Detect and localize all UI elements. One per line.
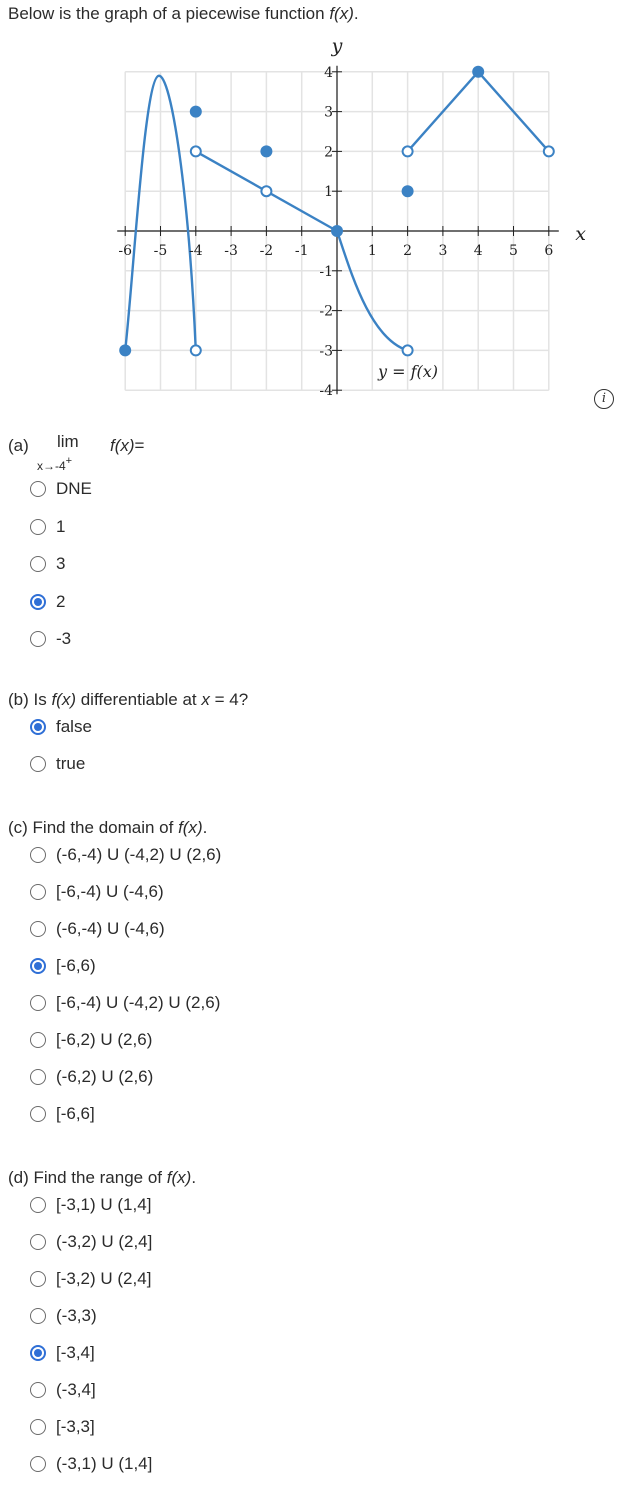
- radio-button[interactable]: [30, 884, 46, 900]
- x-tick-label: 5: [509, 243, 518, 259]
- part-b-fx: f(x): [51, 690, 76, 709]
- y-axis-label: y: [331, 35, 343, 57]
- x-tick-label: 2: [403, 243, 413, 259]
- closed-point: [119, 344, 131, 356]
- part-d-option[interactable]: [30, 1195, 151, 1215]
- part-b-x: x: [201, 690, 210, 709]
- option-label: [-3,2) U (2,4]: [56, 1269, 152, 1288]
- radio-button[interactable]: [30, 1032, 46, 1048]
- part-b-prefix: (b) Is: [8, 690, 52, 709]
- radio-button[interactable]: [30, 1234, 46, 1250]
- option-label: [-3,1) U (1,4]: [56, 1195, 152, 1214]
- part-d-fx: f(x): [166, 1168, 192, 1187]
- part-c-option[interactable]: [30, 993, 220, 1013]
- radio-button[interactable]: [30, 594, 46, 610]
- limit-fx: f(x): [110, 436, 135, 455]
- part-c-question: [8, 818, 207, 838]
- x-tick-label: -3: [224, 243, 238, 259]
- y-tick-label: 4: [324, 64, 333, 81]
- x-tick-label: 4: [473, 243, 483, 259]
- part-b-middle: differentiable at: [76, 690, 202, 709]
- radio-button[interactable]: [30, 1069, 46, 1085]
- closed-point: [402, 185, 414, 197]
- option-label: (-3,4]: [56, 1380, 96, 1399]
- radio-button[interactable]: [30, 958, 46, 974]
- radio-button[interactable]: [30, 756, 46, 772]
- part-a-option[interactable]: [30, 592, 65, 612]
- intro-fx: f(x): [329, 4, 354, 23]
- y-tick-label: 1: [324, 184, 333, 201]
- open-point: [261, 186, 271, 196]
- option-label: (-6,2) U (2,6): [56, 1067, 154, 1086]
- limit-subscript: [37, 455, 72, 473]
- radio-button[interactable]: [30, 1271, 46, 1287]
- option-label: (-6,-4) U (-4,6): [56, 919, 165, 938]
- part-c-suffix: .: [202, 818, 208, 837]
- part-c-option[interactable]: [30, 956, 96, 976]
- option-label: 3: [56, 554, 66, 573]
- option-label: false: [56, 717, 92, 736]
- y-tick-label: -3: [319, 343, 333, 360]
- radio-button[interactable]: [30, 847, 46, 863]
- open-point: [544, 146, 554, 156]
- radio-button[interactable]: [30, 1456, 46, 1472]
- part-c-option[interactable]: [30, 845, 221, 865]
- option-label: -3: [56, 629, 72, 648]
- part-b-suffix: = 4?: [209, 690, 249, 709]
- info-icon[interactable]: i: [594, 389, 614, 409]
- closed-point: [472, 66, 484, 78]
- part-d-option[interactable]: [30, 1343, 95, 1363]
- radio-button[interactable]: [30, 481, 46, 497]
- option-label: [-3,4]: [56, 1343, 95, 1362]
- open-point: [403, 146, 413, 156]
- part-a-option[interactable]: [30, 554, 65, 574]
- y-tick-label: -1: [319, 263, 333, 280]
- part-d-question: [8, 1168, 196, 1188]
- graph-labels: [118, 35, 586, 399]
- limit-equals: =: [134, 436, 145, 455]
- radio-button[interactable]: [30, 1419, 46, 1435]
- x-tick-label: -2: [259, 243, 274, 259]
- part-d-option[interactable]: [30, 1417, 95, 1437]
- option-label: DNE: [56, 479, 92, 498]
- open-point: [191, 345, 201, 355]
- part-c-fx: f(x): [178, 818, 203, 837]
- problem-intro: [8, 4, 359, 24]
- part-d-prefix: (d) Find the range of: [8, 1168, 167, 1187]
- limit-operator: lim: [57, 432, 79, 451]
- part-c-option[interactable]: [30, 1030, 152, 1050]
- x-tick-label: -5: [153, 243, 168, 259]
- limit-function: [110, 436, 144, 456]
- y-tick-label: 2: [324, 144, 333, 161]
- open-point: [403, 345, 413, 355]
- part-d-option[interactable]: [30, 1232, 152, 1252]
- part-c-prefix: (c) Find the domain of: [8, 818, 179, 837]
- x-tick-label: 6: [544, 243, 554, 259]
- open-point: [191, 146, 201, 156]
- part-c-option[interactable]: [30, 882, 164, 902]
- radio-button[interactable]: [30, 519, 46, 535]
- radio-button[interactable]: [30, 1197, 46, 1213]
- radio-button[interactable]: [30, 921, 46, 937]
- option-label: (-6,-4) U (-4,2) U (2,6): [56, 845, 222, 864]
- option-label: [-6,6): [56, 956, 96, 975]
- part-b-option[interactable]: [30, 717, 92, 737]
- option-label: 2: [56, 591, 66, 611]
- curve-label: y = f(x): [377, 362, 439, 381]
- option-label: true: [56, 754, 86, 773]
- part-d-suffix: .: [191, 1168, 197, 1187]
- option-label: [-6,2) U (2,6): [56, 1030, 153, 1049]
- part-c-option[interactable]: [30, 1104, 95, 1124]
- x-tick-label: -1: [294, 243, 309, 259]
- option-label: [-3,3]: [56, 1417, 95, 1436]
- y-tick-label: 3: [324, 104, 333, 121]
- radio-button[interactable]: [30, 1106, 46, 1122]
- limit-side: +: [65, 455, 73, 467]
- radio-button[interactable]: [30, 1382, 46, 1398]
- part-a-option[interactable]: [30, 517, 65, 537]
- part-a-option[interactable]: [30, 629, 71, 649]
- closed-point: [331, 225, 343, 237]
- part-d-option[interactable]: [30, 1269, 151, 1289]
- radio-button[interactable]: [30, 1345, 46, 1361]
- option-label: [-6,-4) U (-4,6): [56, 882, 164, 901]
- part-d-option[interactable]: [30, 1454, 152, 1474]
- y-tick-label: -4: [319, 383, 333, 400]
- closed-point: [260, 145, 272, 157]
- option-label: (-3,2) U (2,4]: [56, 1232, 153, 1251]
- limit-approach: x→-4: [37, 459, 66, 473]
- radio-button[interactable]: [30, 631, 46, 647]
- option-label: [-6,-4) U (-4,2) U (2,6): [56, 993, 221, 1012]
- option-label: [-6,6]: [56, 1104, 95, 1123]
- option-label: (-3,1) U (1,4]: [56, 1454, 153, 1473]
- part-a-label: (a): [8, 436, 29, 455]
- piecewise-function-graph: [0, 30, 632, 410]
- radio-button[interactable]: [30, 1308, 46, 1324]
- part-c-option[interactable]: [30, 1067, 153, 1087]
- part-c-option[interactable]: [30, 919, 165, 939]
- part-d-option[interactable]: [30, 1380, 96, 1400]
- radio-button[interactable]: [30, 995, 46, 1011]
- intro-end: .: [353, 4, 359, 23]
- closed-point: [190, 106, 202, 118]
- x-tick-label: -4: [188, 243, 203, 259]
- y-tick-label: -2: [319, 303, 333, 320]
- x-tick-label: 3: [438, 243, 448, 259]
- radio-button[interactable]: [30, 719, 46, 735]
- radio-button[interactable]: [30, 556, 46, 572]
- part-b-question: [8, 690, 248, 710]
- x-tick-label: -6: [118, 243, 133, 259]
- part-a-option[interactable]: [30, 479, 92, 499]
- option-label: (-3,3): [56, 1306, 97, 1325]
- x-tick-label: 1: [367, 243, 377, 259]
- part-b-option[interactable]: [30, 754, 85, 774]
- part-d-option[interactable]: [30, 1306, 97, 1326]
- x-axis-label: x: [575, 223, 586, 245]
- option-label: 1: [56, 516, 66, 536]
- intro-text: Below is the graph of a piecewise function: [8, 4, 330, 23]
